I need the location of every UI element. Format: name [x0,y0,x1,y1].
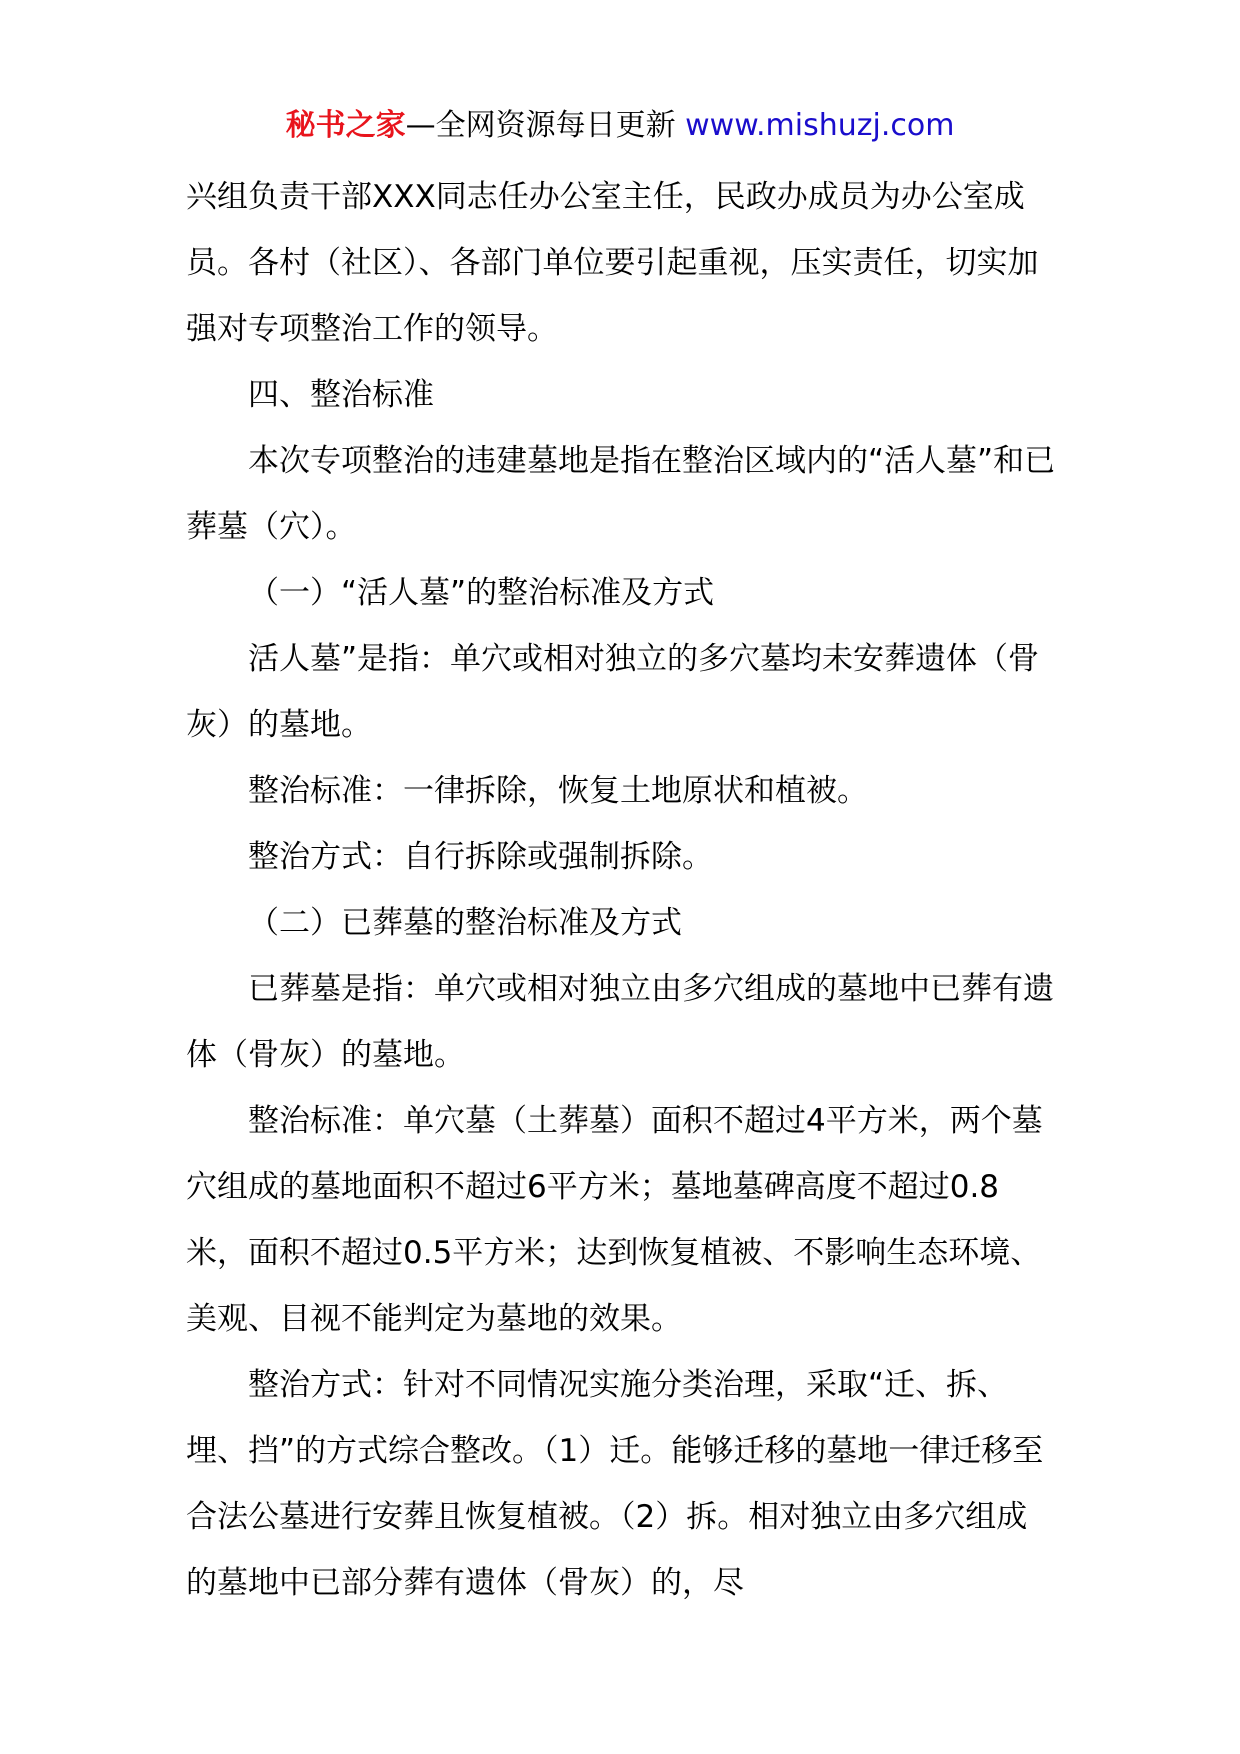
document-body [186,164,1056,1616]
paragraph-buried-tomb-method: 整治方式：针对不同情况实施分类治理，采取“迁、拆、埋、挡”的方式综合整改。（1）迁。能够迁移的墓地一律迁移至合法公墓进行安葬且恢复植被。（2）拆。相对独立由多穴组成的墓地中已部分葬有遗体（骨灰）的，尽 [186,1367,1044,1601]
site-tagline: —全网资源每日更新 [405,108,676,143]
paragraph-living-tomb-method: 整治方式：自行拆除或强制拆除。 [248,839,713,875]
subsection-heading-buried-tombs: （二）已葬墓的整治标准及方式 [248,905,682,941]
section-heading-standards: 四、整治标准 [248,377,434,413]
paragraph-buried-tomb-standard: 整治标准：单穴墓（土葬墓）面积不超过4平方米，两个墓穴组成的墓地面积不超过6平方米；墓地墓碑高度不超过0.8米，面积不超过0.5平方米；达到恢复植被、不影响生态环境、美观、目视不能判定为墓地的效果。 [186,1103,1043,1337]
paragraph-buried-tomb-definition: 已葬墓是指：单穴或相对独立由多穴组成的墓地中已葬有遗体（骨灰）的墓地。 [186,971,1054,1073]
paragraph-living-tomb-standard: 整治标准：一律拆除，恢复土地原状和植被。 [248,773,868,809]
paragraph-continued-leaders: 兴组负责干部XXX同志任办公室主任，民政办成员为办公室成员。各村（社区）、各部门单位要引起重视，压实责任，切实加强对专项整治工作的领导。 [186,179,1039,347]
site-header [0,104,1240,148]
paragraph-living-tomb-definition: 活人墓”是指：单穴或相对独立的多穴墓均未安葬遗体（骨灰）的墓地。 [186,641,1040,743]
paragraph-scope: 本次专项整治的违建墓地是指在整治区域内的“活人墓”和已葬墓（穴）。 [186,443,1056,545]
site-brand: 秘书之家 [285,108,406,143]
subsection-heading-living-tombs: （一）“活人墓”的整治标准及方式 [248,575,715,611]
site-url-link[interactable]: www.mishuzj.com [685,108,955,143]
